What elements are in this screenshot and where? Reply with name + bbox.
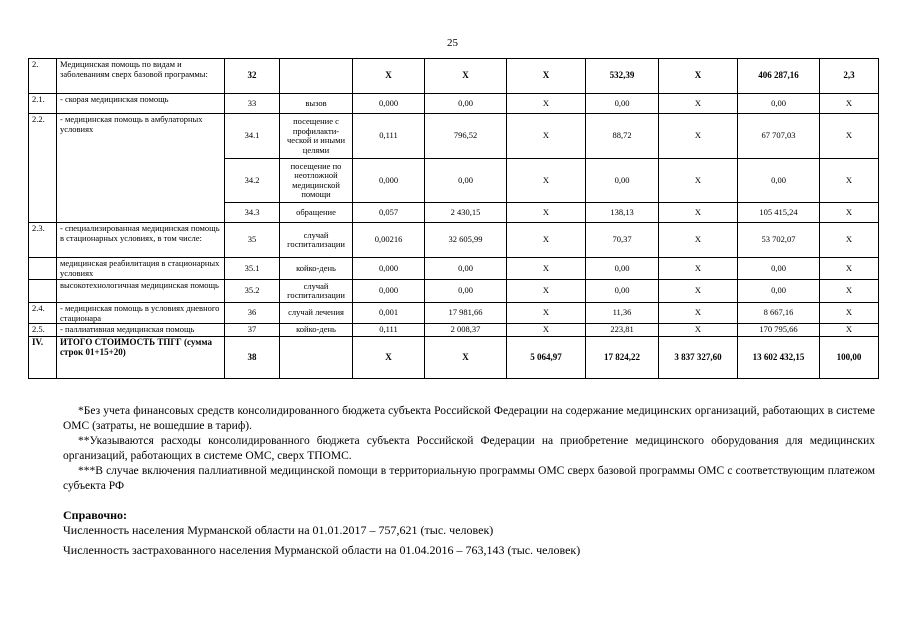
value-cell: X bbox=[659, 280, 738, 303]
page-number: 25 bbox=[447, 37, 458, 49]
value-cell: 100,00 bbox=[820, 337, 879, 379]
footnotes bbox=[63, 404, 875, 494]
line-number: 35.1 bbox=[225, 258, 280, 280]
table-row bbox=[29, 280, 879, 303]
line-number: 34.1 bbox=[225, 114, 280, 159]
value-cell: X bbox=[659, 59, 738, 94]
table-row bbox=[29, 258, 879, 280]
value-cell: 0,00 bbox=[586, 94, 659, 114]
table-row bbox=[29, 94, 879, 114]
value-cell: X bbox=[659, 159, 738, 203]
value-cell: 0,000 bbox=[353, 258, 425, 280]
row-number: 2.2. bbox=[29, 114, 57, 223]
unit-cell: посещение по неотложной медицинской помощи bbox=[280, 159, 353, 203]
row-number: 2.5. bbox=[29, 324, 57, 337]
row-name: - паллиативная медицинская помощь bbox=[57, 324, 225, 337]
row-number: 2.1. bbox=[29, 94, 57, 114]
table-row bbox=[29, 59, 879, 94]
table-row bbox=[29, 324, 879, 337]
value-cell: X bbox=[353, 337, 425, 379]
value-cell: 0,00 bbox=[738, 94, 820, 114]
unit-cell: койко-день bbox=[280, 324, 353, 337]
value-cell: X bbox=[659, 94, 738, 114]
row-number: 2.4. bbox=[29, 303, 57, 324]
reference-population: Численность населения Мурманской области на 01.01.2017 – 757,621 (тыс. человек) bbox=[63, 523, 494, 537]
value-cell: 0,00216 bbox=[353, 223, 425, 258]
value-cell: X bbox=[507, 94, 586, 114]
row-name: ИТОГО СТОИМОСТЬ ТПГГ (сумма строк 01+15+20) bbox=[57, 337, 225, 379]
value-cell: 0,00 bbox=[738, 159, 820, 203]
unit-cell: случай лечения bbox=[280, 303, 353, 324]
value-cell: 406 287,16 bbox=[738, 59, 820, 94]
footnote-2: **Указываются расходы консолидированного бюджета субъекта Российской Федерации на приобретение медицинского оборудования для медицинских организаций, работающих в системе ОМС, сверх ТПОМС. bbox=[63, 435, 875, 462]
value-cell: X bbox=[820, 114, 879, 159]
footnote-1: *Без учета финансовых средств консолидированного бюджета субъекта Российской Федерации на содержание медицинских организаций, работающих в системе ОМС (затраты, не вошедшие в тариф). bbox=[63, 405, 875, 432]
line-number: 35 bbox=[225, 223, 280, 258]
value-cell: 8 667,16 bbox=[738, 303, 820, 324]
value-cell: 17 824,22 bbox=[586, 337, 659, 379]
cost-table bbox=[28, 58, 879, 379]
value-cell: 0,00 bbox=[738, 258, 820, 280]
unit-cell: обращение bbox=[280, 203, 353, 223]
value-cell: 11,36 bbox=[586, 303, 659, 324]
unit-cell: случай госпитализации bbox=[280, 223, 353, 258]
reference-title: Справочно: bbox=[63, 508, 128, 522]
value-cell: 88,72 bbox=[586, 114, 659, 159]
value-cell: 2,3 bbox=[820, 59, 879, 94]
unit-cell bbox=[280, 59, 353, 94]
row-number bbox=[29, 280, 57, 303]
value-cell: 2 008,37 bbox=[425, 324, 507, 337]
value-cell: X bbox=[659, 258, 738, 280]
value-cell: X bbox=[507, 203, 586, 223]
value-cell: X bbox=[820, 258, 879, 280]
line-number: 33 bbox=[225, 94, 280, 114]
value-cell: X bbox=[820, 159, 879, 203]
value-cell: 223,81 bbox=[586, 324, 659, 337]
line-number: 36 bbox=[225, 303, 280, 324]
table-row bbox=[29, 114, 879, 159]
value-cell: 2 430,15 bbox=[425, 203, 507, 223]
value-cell: 0,00 bbox=[586, 159, 659, 203]
unit-cell: случай госпитализации bbox=[280, 280, 353, 303]
row-name: - специализированная медицинская помощь в стационарных условиях, в том числе: bbox=[57, 223, 225, 258]
value-cell: 105 415,24 bbox=[738, 203, 820, 223]
value-cell: 67 707,03 bbox=[738, 114, 820, 159]
value-cell: 0,00 bbox=[425, 94, 507, 114]
value-cell: 3 837 327,60 bbox=[659, 337, 738, 379]
value-cell: 0,00 bbox=[425, 280, 507, 303]
line-number: 38 bbox=[225, 337, 280, 379]
value-cell: 0,00 bbox=[425, 159, 507, 203]
value-cell: X bbox=[820, 303, 879, 324]
value-cell: X bbox=[820, 203, 879, 223]
value-cell: X bbox=[820, 280, 879, 303]
value-cell: X bbox=[507, 303, 586, 324]
value-cell: X bbox=[507, 59, 586, 94]
value-cell: 0,00 bbox=[586, 258, 659, 280]
value-cell: X bbox=[507, 324, 586, 337]
unit-cell: койко-день bbox=[280, 258, 353, 280]
row-name: - скорая медицинская помощь bbox=[57, 94, 225, 114]
row-name: высокотехнологичная медицинская помощь bbox=[57, 280, 225, 303]
value-cell: X bbox=[820, 94, 879, 114]
value-cell: X bbox=[659, 303, 738, 324]
value-cell: 0,111 bbox=[353, 324, 425, 337]
value-cell: X bbox=[353, 59, 425, 94]
row-name: - медицинская помощь в условиях дневного стационара bbox=[57, 303, 225, 324]
line-number: 32 bbox=[225, 59, 280, 94]
value-cell: X bbox=[507, 159, 586, 203]
value-cell: 0,111 bbox=[353, 114, 425, 159]
row-name: медицинская реабилитация в стационарных условиях bbox=[57, 258, 225, 280]
value-cell: 0,00 bbox=[586, 280, 659, 303]
value-cell: X bbox=[659, 203, 738, 223]
value-cell: 13 602 432,15 bbox=[738, 337, 820, 379]
row-number bbox=[29, 258, 57, 280]
line-number: 37 bbox=[225, 324, 280, 337]
line-number: 34.3 bbox=[225, 203, 280, 223]
line-number: 34.2 bbox=[225, 159, 280, 203]
value-cell: 0,00 bbox=[425, 258, 507, 280]
value-cell: X bbox=[507, 280, 586, 303]
row-number: 2.3. bbox=[29, 223, 57, 258]
value-cell: 53 702,07 bbox=[738, 223, 820, 258]
value-cell: 0,000 bbox=[353, 159, 425, 203]
value-cell: X bbox=[425, 59, 507, 94]
value-cell: X bbox=[659, 223, 738, 258]
reference-insured-population: Численность застрахованного населения Мурманской области на 01.04.2016 – 763,143 (тыс. человек) bbox=[63, 543, 581, 557]
value-cell: 532,39 bbox=[586, 59, 659, 94]
value-cell: X bbox=[820, 324, 879, 337]
table-row-total bbox=[29, 337, 879, 379]
row-name: - медицинская помощь в амбулаторных условиях bbox=[57, 114, 225, 223]
value-cell: X bbox=[507, 258, 586, 280]
value-cell: 17 981,66 bbox=[425, 303, 507, 324]
value-cell: 70,37 bbox=[586, 223, 659, 258]
value-cell: 0,057 bbox=[353, 203, 425, 223]
value-cell: X bbox=[659, 324, 738, 337]
value-cell: X bbox=[820, 223, 879, 258]
value-cell: 32 605,99 bbox=[425, 223, 507, 258]
value-cell: 796,52 bbox=[425, 114, 507, 159]
table-row bbox=[29, 223, 879, 258]
value-cell: X bbox=[507, 114, 586, 159]
footnote-3: ***В случае включения паллиативной медицинской помощи в территориальную программы ОМС сверх базовой программы ОМС с соответствующим платежом субъекта РФ bbox=[63, 465, 875, 492]
unit-cell: вызов bbox=[280, 94, 353, 114]
value-cell: 0,000 bbox=[353, 280, 425, 303]
line-number: 35.2 bbox=[225, 280, 280, 303]
value-cell: X bbox=[425, 337, 507, 379]
unit-cell: посещение с профилакти-ческой и иными целями bbox=[280, 114, 353, 159]
row-name: Медицинская помощь по видам и заболеваниям сверх базовой программы: bbox=[57, 59, 225, 94]
value-cell: X bbox=[659, 114, 738, 159]
row-number: 2. bbox=[29, 59, 57, 94]
value-cell: X bbox=[507, 223, 586, 258]
unit-cell bbox=[280, 337, 353, 379]
value-cell: 170 795,66 bbox=[738, 324, 820, 337]
value-cell: 0,000 bbox=[353, 94, 425, 114]
value-cell: 0,001 bbox=[353, 303, 425, 324]
value-cell: 5 064,97 bbox=[507, 337, 586, 379]
value-cell: 138,13 bbox=[586, 203, 659, 223]
row-number: IV. bbox=[29, 337, 57, 379]
table-row bbox=[29, 303, 879, 324]
value-cell: 0,00 bbox=[738, 280, 820, 303]
